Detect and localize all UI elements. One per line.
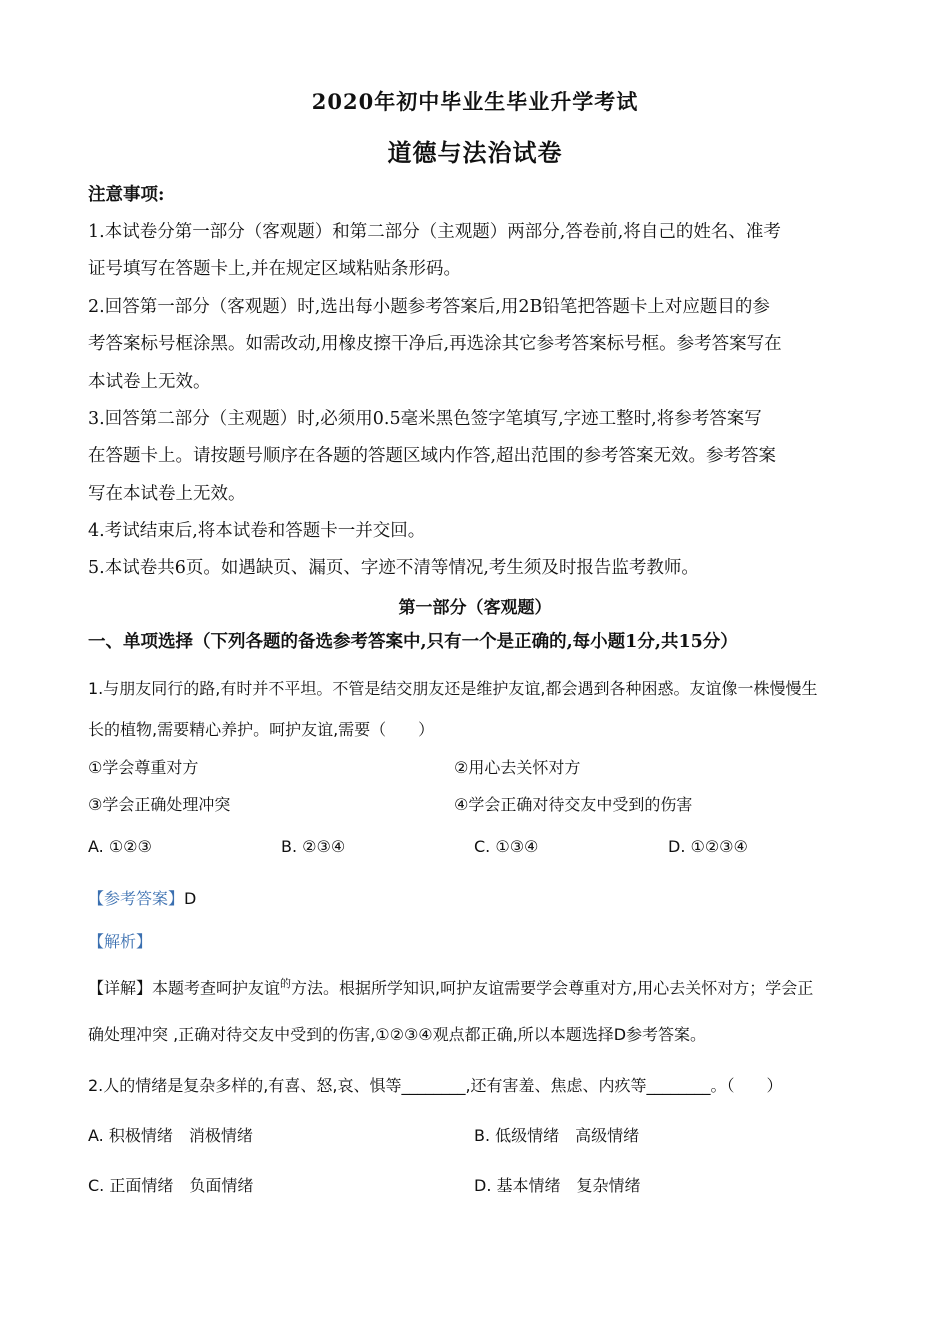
statement-item: ③学会正确处理冲突 [88, 795, 231, 814]
section-heading: 一、单项选择（下列各题的备选参考答案中,只有一个是正确的,每小题1分,共15分） [88, 632, 738, 652]
choice-c: C. 正面情绪 负面情绪 [88, 1176, 254, 1195]
choice-a: A. ①②③ [88, 837, 152, 856]
statement-item: ①学会尊重对方 [88, 758, 199, 777]
detail-text: 【详解】本题考查呵护友谊 [88, 978, 281, 998]
exam-subject: 道德与法治试卷 [387, 138, 563, 167]
notice-line: 本试卷上无效。 [88, 372, 211, 392]
part-heading: 第一部分（客观题） [398, 598, 552, 618]
statement-item: ④学会正确对待交友中受到的伤害 [454, 795, 693, 814]
question-2-stem: 2.人的情绪是复杂多样的,有喜、怒,哀、惧等________,还有害羞、焦虑、内疚等________。（ ） [88, 1076, 783, 1095]
notice-line: 考答案标号框涂黑。如需改动,用橡皮擦干净后,再选涂其它参考答案标号框。参考答案写在 [88, 334, 782, 354]
statement-item: ②用心去关怀对方 [454, 758, 581, 777]
question-1-stem: 1.与朋友同行的路,有时并不平坦。不管是结交朋友还是维护友谊,都会遇到各种困惑。友谊像一株慢慢生 [88, 679, 818, 698]
choice-d: D. 基本情绪 复杂情绪 [474, 1176, 641, 1195]
choice-d: D. ①②③④ [668, 837, 748, 856]
answer-tag: 【参考答案】 [88, 889, 185, 908]
notice-line: 在答题卡上。请按题号顺序在各题的答题区域内作答,超出范围的参考答案无效。参考答案 [88, 446, 777, 466]
detail-text: 方法。根据所学知识,呵护友谊需要学会尊重对方,用心去关怀对方；学会正 [291, 978, 814, 998]
notice-line: 写在本试卷上无效。 [88, 484, 246, 504]
detail-sup: 的 [280, 977, 292, 990]
detail-line [88, 975, 813, 998]
detail-line: 确处理冲突 ,正确对待交友中受到的伤害,①②③④观点都正确,所以本题选择D参考答案。 [88, 1025, 707, 1044]
notice-line: 5.本试卷共6页。如遇缺页、漏页、字迹不清等情况,考生须及时报告监考教师。 [88, 558, 699, 578]
notice-line: 3.回答第二部分（主观题）时,必须用0.5毫米黑色签字笔填写,字迹工整时,将参考答案写 [88, 409, 762, 429]
notice-heading: 注意事项: [88, 185, 165, 205]
notice-line: 1.本试卷分第一部分（客观题）和第二部分（主观题）两部分,答卷前,将自己的姓名、准考 [88, 222, 781, 242]
choice-b: B. ②③④ [281, 837, 346, 856]
notice-line: 2.回答第一部分（客观题）时,选出每小题参考答案后,用2B铅笔把答题卡上对应题目的参 [88, 297, 770, 317]
choice-c: C. ①③④ [474, 837, 539, 856]
choice-a: A. 积极情绪 消极情绪 [88, 1126, 253, 1145]
analysis-tag: 【解析】 [88, 932, 153, 951]
notice-line: 证号填写在答题卡上,并在规定区域粘贴条形码。 [88, 259, 462, 279]
answer-value: D [184, 889, 197, 908]
exam-title: 2020年初中毕业生毕业升学考试 [311, 89, 639, 114]
choice-b: B. 低级情绪 高级情绪 [474, 1126, 640, 1145]
answer-line [88, 886, 196, 909]
notice-line: 4.考试结束后,将本试卷和答题卡一并交回。 [88, 521, 426, 541]
question-1-stem: 长的植物,需要精心养护。呵护友谊,需要（ ） [88, 720, 435, 739]
